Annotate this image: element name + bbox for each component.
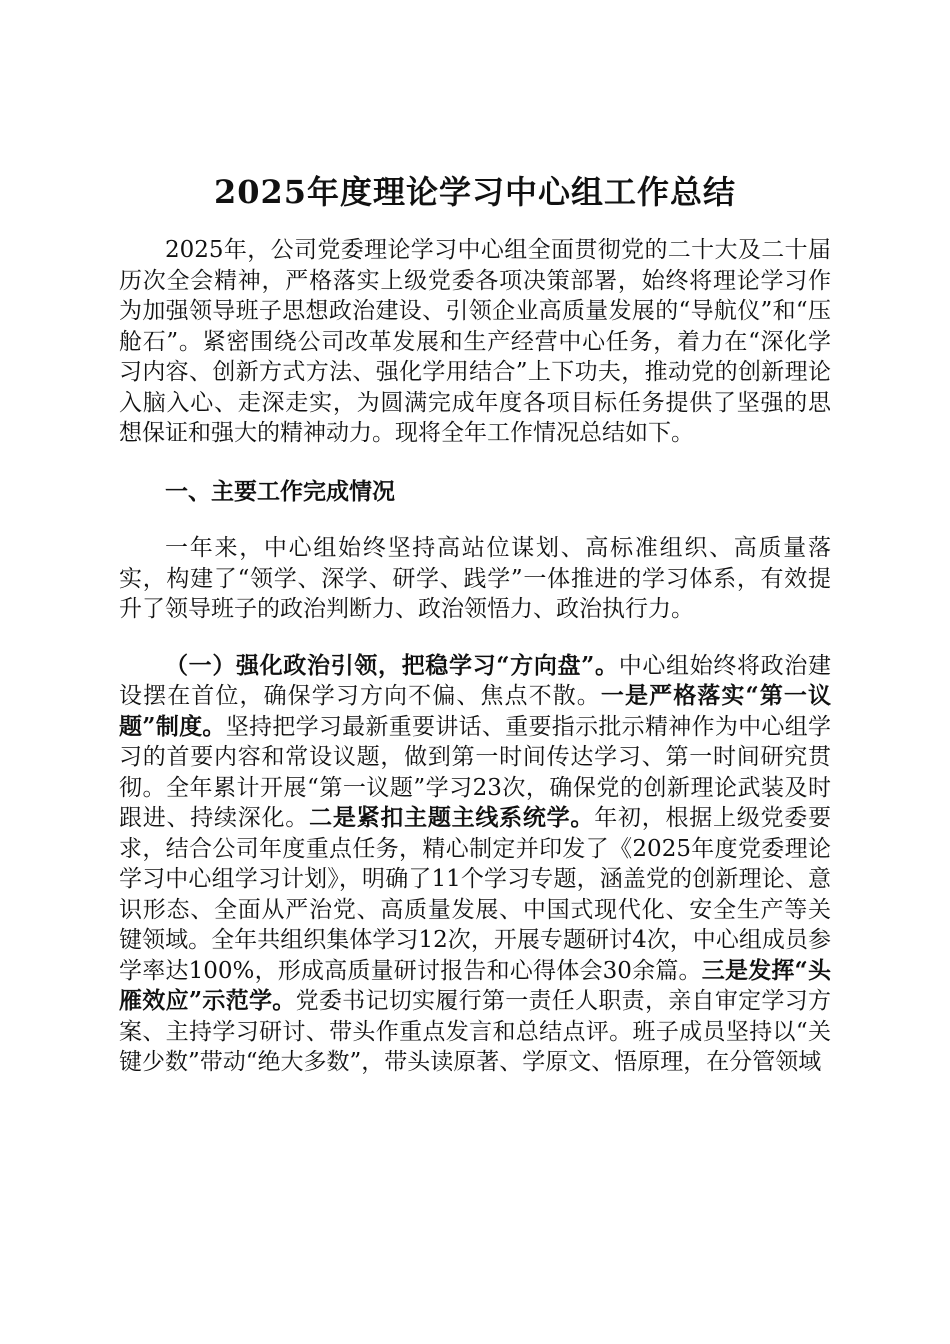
point-1-text: 坚持把学习最新重要讲话、重要指示批示精神作为中心组学习的首要内容和常设议题，做到第一时间传达学习、第一时间研究贯彻。全年累计开展“第一议题”学习23次，确保党的创新理论武装及时跟进、持续深化。 [119, 713, 832, 831]
document-title: 2025年度理论学习中心组工作总结 [213, 173, 737, 211]
point-1-title: 一是严格落实“第一议题”制度。 [119, 682, 832, 740]
intro-paragraph: 2025年，公司党委理论学习中心组全面贯彻党的二十大及二十届历次全会精神，严格落实上级党委各项决策部署，始终将理论学习作为加强领导班子思想政治建设、引领企业高质量发展的“导航仪”和“压舱石”。紧密围绕公司改革发展和生产经营中心任务，着力在“深化学习内容、创新方式方法、强化学用结合”上下功夫，推动党的创新理论入脑入心、走深走实，为圆满完成年度各项目标任务提供了坚强的思想保证和强大的精神动力。现将全年工作情况总结如下。 [119, 237, 831, 446]
item-paragraph [119, 651, 831, 1078]
point-3-text: 党委书记切实履行第一责任人职责，亲自审定学习方案、主持学习研讨、带头作重点发言和总结点评。班子成员坚持以“关键少数”带动“绝大多数”，带头读原著、学原文、悟原理，在分管领域 [119, 988, 832, 1075]
point-3-title: 三是发挥“头雁效应”示范学。 [119, 956, 831, 1014]
point-2-text: 年初，根据上级党委要求，结合公司年度重点任务，精心制定并印发了《2025年度党委理论学习中心组学习计划》，明确了11个学习专题，涵盖党的创新理论、意识形态、全面从严治党、高质量发展、中国式现代化、安全生产等关键领域。全年共组织集体学习12次，开展专题研讨4次，中心组成员参学率达100%，形成高质量研讨报告和心得体会30余篇。 [119, 805, 832, 984]
section-heading: 一、主要工作完成情况 [165, 477, 395, 505]
section-intro-paragraph: 一年来，中心组始终坚持高站位谋划、高标准组织、高质量落实，构建了“领学、深学、研学、践学”一体推进的学习体系，有效提升了领导班子的政治判断力、政治领悟力、政治执行力。 [119, 535, 831, 622]
document-body [119, 235, 831, 1078]
item-lead-text: 中心组始终将政治建设摆在首位，确保学习方向不偏、焦点不散。 [119, 652, 831, 709]
point-2-title: 二是紧扣主题主线系统学。 [309, 804, 595, 831]
item-heading: （一）强化政治引领，把稳学习“方向盘”。 [165, 651, 619, 679]
